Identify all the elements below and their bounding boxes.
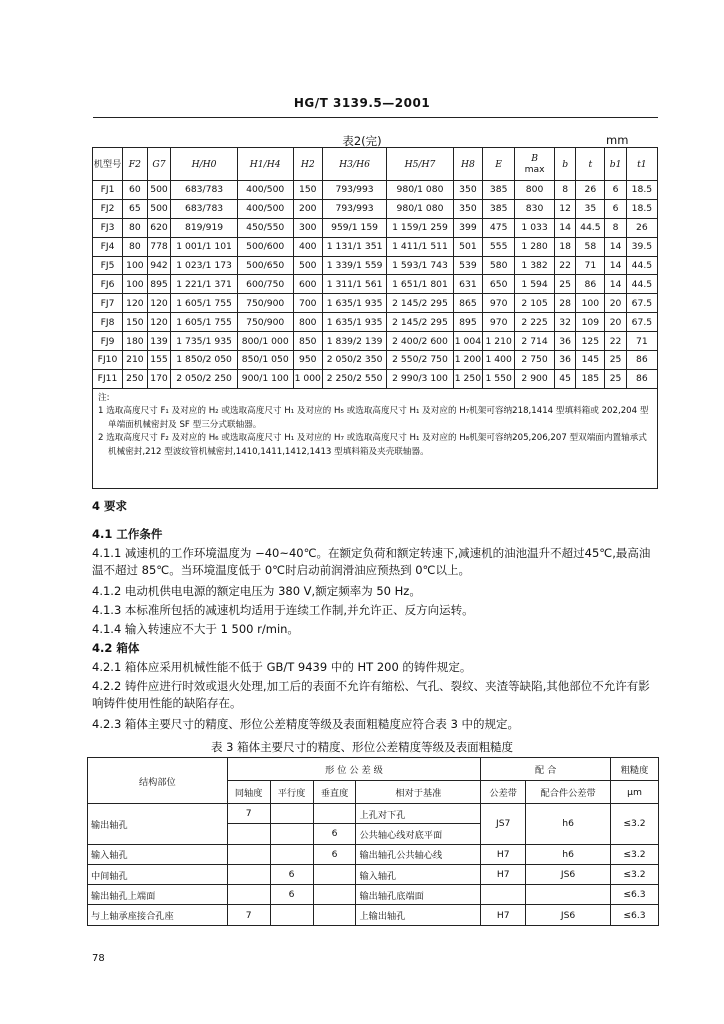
value-cell: 18	[554, 237, 575, 256]
value-cell: 1 004	[453, 332, 482, 351]
value-cell: 500	[147, 181, 171, 200]
head-mating-zone: 配合件公差带	[526, 781, 611, 804]
value-cell: 109	[576, 313, 605, 332]
head-fit: 配 合	[481, 758, 611, 781]
value-cell: 555	[483, 237, 515, 256]
value-cell: 980/1 080	[387, 199, 454, 218]
col-t1: t1	[626, 148, 657, 181]
value-cell: 45	[554, 369, 575, 388]
value-cell: 2 750	[515, 351, 555, 370]
value-cell: 1 594	[515, 275, 555, 294]
tol-cell	[481, 885, 526, 905]
table-row	[93, 199, 658, 218]
value-cell: 683/783	[171, 199, 238, 218]
table-row	[93, 369, 658, 388]
value-cell: 580	[483, 256, 515, 275]
ra-cell: ≤3.2	[611, 844, 659, 864]
value-cell: 1 159/1 259	[387, 218, 454, 237]
value-cell: 180	[123, 332, 148, 351]
value-cell: 8	[605, 218, 626, 237]
value-cell: 400/500	[237, 181, 293, 200]
note-2: 2 选取高度尺寸 F₂ 及对应的 H₆ 或选取高度尺寸 H₁ 及对应的 H₇ 或选取高度尺寸 H₁ 及对应的 H₈机架可容纳205,206,207 型双端面内置轴承式机械密封,212 型波纹管机械密封,1410,1411,1412,1413 型填料箱及夹壳联轴器。	[98, 433, 647, 457]
col-h3-h6: H3/H6	[322, 148, 386, 181]
ra-cell: ≤3.2	[611, 804, 659, 845]
value-cell: 970	[483, 313, 515, 332]
value-cell: 385	[483, 181, 515, 200]
value-cell: 22	[605, 332, 626, 351]
page-number: 78	[92, 953, 105, 964]
section-4-2-heading: 4.2 箱体	[92, 641, 140, 655]
value-cell: 385	[483, 199, 515, 218]
part-cell: 与上轴承座接合孔座	[88, 905, 228, 925]
value-cell: 65	[123, 199, 148, 218]
value-cell: 150	[293, 181, 322, 200]
ref-cell: 输出轴孔公共轴心线	[356, 844, 481, 864]
par-cell	[270, 905, 313, 925]
value-cell: 86	[626, 369, 657, 388]
perp-cell	[313, 864, 356, 884]
head-part: 结构部位	[88, 758, 228, 804]
section-4-1-heading: 4.1 工作条件	[92, 527, 163, 541]
value-cell: 80	[123, 237, 148, 256]
table2-unit: mm	[606, 133, 629, 147]
value-cell: 14	[605, 256, 626, 275]
value-cell: 25	[554, 275, 575, 294]
col-e: E	[483, 148, 515, 181]
value-cell: 900/1 100	[237, 369, 293, 388]
value-cell: 100	[576, 294, 605, 313]
col-h5-h7: H5/H7	[387, 148, 454, 181]
value-cell: 1 850/2 050	[171, 351, 238, 370]
col-model: 机型号	[93, 148, 123, 181]
value-cell: 539	[453, 256, 482, 275]
value-cell: 150	[123, 313, 148, 332]
col-f2: F2	[123, 148, 148, 181]
value-cell: 1 221/1 371	[171, 275, 238, 294]
ref-cell: 公共轴心线对底平面	[356, 824, 481, 844]
par-cell: 6	[270, 885, 313, 905]
col-h1-h4: H1/H4	[237, 148, 293, 181]
par-cell	[270, 804, 313, 824]
value-cell: 2 714	[515, 332, 555, 351]
value-cell: 2 105	[515, 294, 555, 313]
value-cell: 2 250/2 550	[322, 369, 386, 388]
value-cell: 20	[605, 313, 626, 332]
value-cell: 631	[453, 275, 482, 294]
value-cell: 778	[147, 237, 171, 256]
perp-cell: 6	[313, 824, 356, 844]
value-cell: 819/919	[171, 218, 238, 237]
perp-cell: 6	[313, 844, 356, 864]
value-cell: 26	[626, 218, 657, 237]
part-cell: 中间轴孔	[88, 864, 228, 884]
value-cell: 750/900	[237, 294, 293, 313]
value-cell: 170	[147, 369, 171, 388]
para-4-1-3: 4.1.3 本标准所包括的减速机均适用于连续工作制,并允许正、反方向运转。	[92, 603, 474, 617]
perp-cell	[313, 905, 356, 925]
part-cell: 输出轴孔上端面	[88, 885, 228, 905]
value-cell: 942	[147, 256, 171, 275]
col-h-h0: H/H0	[171, 148, 238, 181]
value-cell: 36	[554, 332, 575, 351]
value-cell: 200	[293, 199, 322, 218]
value-cell: 750/900	[237, 313, 293, 332]
standard-header: HG/T 3139.5—2001	[293, 96, 431, 110]
value-cell: 1 635/1 935	[322, 313, 386, 332]
value-cell: 14	[605, 237, 626, 256]
value-cell: 475	[483, 218, 515, 237]
value-cell: 1 411/1 511	[387, 237, 454, 256]
value-cell: 120	[123, 294, 148, 313]
col-h8: H8	[453, 148, 482, 181]
value-cell: 450/550	[237, 218, 293, 237]
ra-cell: ≤6.3	[611, 885, 659, 905]
value-cell: 399	[453, 218, 482, 237]
value-cell: 350	[453, 181, 482, 200]
value-cell: 100	[123, 275, 148, 294]
table-row	[93, 332, 658, 351]
value-cell: 2 050/2 250	[171, 369, 238, 388]
value-cell: 36	[554, 351, 575, 370]
value-cell: 865	[453, 294, 482, 313]
value-cell: 86	[576, 275, 605, 294]
head-tolerance-zone: 公差带	[481, 781, 526, 804]
value-cell: 1 839/2 139	[322, 332, 386, 351]
coax-cell	[227, 864, 270, 884]
value-cell: 1 311/1 561	[322, 275, 386, 294]
mate-cell	[526, 885, 611, 905]
table-row	[93, 351, 658, 370]
value-cell: 25	[605, 351, 626, 370]
value-cell: 950	[293, 351, 322, 370]
value-cell: 58	[576, 237, 605, 256]
value-cell: 793/993	[322, 181, 386, 200]
mate-cell: JS6	[526, 905, 611, 925]
perp-cell	[313, 804, 356, 824]
value-cell: 500/650	[237, 256, 293, 275]
para-4-2-1: 4.2.1 箱体应采用机械性能不低于 GB/T 9439 中的 HT 200 的铸件规定。	[92, 660, 472, 674]
value-cell: 120	[147, 313, 171, 332]
coax-cell	[227, 824, 270, 844]
mate-cell: JS6	[526, 864, 611, 884]
mate-cell: h6	[526, 844, 611, 864]
value-cell: 67.5	[626, 313, 657, 332]
ref-cell: 输出轴孔底端面	[356, 885, 481, 905]
col-g7: G7	[147, 148, 171, 181]
value-cell: 800/1 000	[237, 332, 293, 351]
value-cell: 2 400/2 600	[387, 332, 454, 351]
table-row	[93, 256, 658, 275]
model-cell: FJ1	[93, 181, 123, 200]
value-cell: 1 131/1 351	[322, 237, 386, 256]
value-cell: 6	[605, 199, 626, 218]
tol-cell: H7	[481, 844, 526, 864]
table-row	[93, 237, 658, 256]
value-cell: 600/750	[237, 275, 293, 294]
par-cell	[270, 824, 313, 844]
model-cell: FJ6	[93, 275, 123, 294]
coax-cell	[227, 885, 270, 905]
value-cell: 1 023/1 173	[171, 256, 238, 275]
value-cell: 683/783	[171, 181, 238, 200]
value-cell: 39.5	[626, 237, 657, 256]
value-cell: 501	[453, 237, 482, 256]
value-cell: 700	[293, 294, 322, 313]
col-b1: b1	[605, 148, 626, 181]
col-h2: H2	[293, 148, 322, 181]
part-cell: 输入轴孔	[88, 844, 228, 864]
value-cell: 18.5	[626, 199, 657, 218]
coax-cell: 7	[227, 804, 270, 824]
head-roughness: 粗糙度	[611, 758, 659, 781]
value-cell: 600	[293, 275, 322, 294]
value-cell: 44.5	[626, 256, 657, 275]
dimension-table	[92, 147, 658, 489]
value-cell: 1 339/1 559	[322, 256, 386, 275]
value-cell: 1 550	[483, 369, 515, 388]
table-row	[93, 181, 658, 200]
mate-cell: h6	[526, 804, 611, 845]
para-4-1-4: 4.1.4 输入转速应不大于 1 500 r/min。	[92, 622, 299, 636]
value-cell: 2 550/2 750	[387, 351, 454, 370]
col-b	[515, 148, 555, 181]
value-cell: 1 735/1 935	[171, 332, 238, 351]
ref-cell: 上输出轴孔	[356, 905, 481, 925]
value-cell: 350	[453, 199, 482, 218]
para-4-1-1: 4.1.1 减速机的工作环境温度为 −40~40℃。在额定负荷和额定转速下,减速机的油池温升不超过45℃,最高油温不超过 85℃。当环境温度低于 0℃时启动前润滑油应预热到 0℃以上。	[92, 546, 651, 577]
value-cell: 1 210	[483, 332, 515, 351]
value-cell: 71	[626, 332, 657, 351]
ref-cell: 输入轴孔	[356, 864, 481, 884]
section-4-heading: 4 要求	[92, 499, 128, 513]
model-cell: FJ10	[93, 351, 123, 370]
head-datum: 相对于基准	[356, 781, 481, 804]
table-row	[93, 294, 658, 313]
tol-cell: JS7	[481, 804, 526, 845]
value-cell: 26	[576, 181, 605, 200]
value-cell: 18.5	[626, 181, 657, 200]
head-parallelism: 平行度	[270, 781, 313, 804]
value-cell: 1 400	[483, 351, 515, 370]
value-cell: 86	[626, 351, 657, 370]
model-cell: FJ8	[93, 313, 123, 332]
value-cell: 400	[293, 237, 322, 256]
value-cell: 970	[483, 294, 515, 313]
value-cell: 125	[576, 332, 605, 351]
value-cell: 12	[554, 199, 575, 218]
par-cell	[270, 844, 313, 864]
value-cell: 1 001/1 101	[171, 237, 238, 256]
value-cell: 300	[293, 218, 322, 237]
value-cell: 500/600	[237, 237, 293, 256]
value-cell: 500	[147, 199, 171, 218]
value-cell: 8	[554, 181, 575, 200]
model-cell: FJ5	[93, 256, 123, 275]
value-cell: 2 050/2 350	[322, 351, 386, 370]
head-form-tolerance: 形 位 公 差 级	[227, 758, 481, 781]
model-cell: FJ7	[93, 294, 123, 313]
par-cell: 6	[270, 864, 313, 884]
table2-notes	[93, 388, 658, 488]
value-cell: 1 651/1 801	[387, 275, 454, 294]
value-cell: 1 605/1 755	[171, 294, 238, 313]
value-cell: 139	[147, 332, 171, 351]
value-cell: 32	[554, 313, 575, 332]
value-cell: 1 593/1 743	[387, 256, 454, 275]
value-cell: 959/1 159	[322, 218, 386, 237]
table2-caption: 表2(完)	[342, 134, 382, 148]
value-cell: 155	[147, 351, 171, 370]
ref-cell: 上孔对下孔	[356, 804, 481, 824]
value-cell: 44.5	[626, 275, 657, 294]
value-cell: 2 145/2 295	[387, 313, 454, 332]
table3-caption: 表 3 箱体主要尺寸的精度、形位公差精度等级及表面粗糙度	[210, 740, 514, 754]
tolerance-table	[87, 757, 659, 926]
model-cell: FJ2	[93, 199, 123, 218]
model-cell: FJ9	[93, 332, 123, 351]
value-cell: 2 900	[515, 369, 555, 388]
value-cell: 28	[554, 294, 575, 313]
tol-cell: H7	[481, 905, 526, 925]
value-cell: 620	[147, 218, 171, 237]
coax-cell	[227, 844, 270, 864]
value-cell: 800	[293, 313, 322, 332]
perp-cell	[313, 885, 356, 905]
value-cell: 71	[576, 256, 605, 275]
value-cell: 1 033	[515, 218, 555, 237]
value-cell: 14	[605, 275, 626, 294]
value-cell: 14	[554, 218, 575, 237]
value-cell: 25	[605, 369, 626, 388]
col-b-label: B	[531, 153, 538, 164]
value-cell: 60	[123, 181, 148, 200]
table-row	[93, 218, 658, 237]
value-cell: 35	[576, 199, 605, 218]
value-cell: 2 145/2 295	[387, 294, 454, 313]
head-coaxiality: 同轴度	[227, 781, 270, 804]
para-4-2-3: 4.2.3 箱体主要尺寸的精度、形位公差精度等级及表面粗糙度应符合表 3 中的规定。	[92, 717, 520, 731]
value-cell: 650	[483, 275, 515, 294]
header-rule	[93, 117, 658, 118]
value-cell: 830	[515, 199, 555, 218]
coax-cell: 7	[227, 905, 270, 925]
value-cell: 793/993	[322, 199, 386, 218]
value-cell: 980/1 080	[387, 181, 454, 200]
notes-title: 注:	[98, 392, 110, 403]
value-cell: 2 225	[515, 313, 555, 332]
value-cell: 2 990/3 100	[387, 369, 454, 388]
model-cell: FJ3	[93, 218, 123, 237]
head-perpendicularity: 垂直度	[313, 781, 356, 804]
table-row	[93, 313, 658, 332]
value-cell: 850/1 050	[237, 351, 293, 370]
value-cell: 1 635/1 935	[322, 294, 386, 313]
value-cell: 120	[147, 294, 171, 313]
value-cell: 895	[147, 275, 171, 294]
value-cell: 185	[576, 369, 605, 388]
ra-cell: ≤6.3	[611, 905, 659, 925]
value-cell: 800	[515, 181, 555, 200]
value-cell: 6	[605, 181, 626, 200]
value-cell: 1 250	[453, 369, 482, 388]
value-cell: 20	[605, 294, 626, 313]
value-cell: 145	[576, 351, 605, 370]
table-row	[93, 275, 658, 294]
part-cell: 输出轴孔	[88, 804, 228, 845]
model-cell: FJ11	[93, 369, 123, 388]
col-b-max: max	[524, 164, 545, 175]
value-cell: 400/500	[237, 199, 293, 218]
value-cell: 1 605/1 755	[171, 313, 238, 332]
ra-cell: ≤3.2	[611, 864, 659, 884]
value-cell: 1 280	[515, 237, 555, 256]
para-4-1-2: 4.1.2 电动机供电电源的额定电压为 380 V,额定频率为 50 Hz。	[92, 584, 421, 598]
note-1: 1 选取高度尺寸 F₁ 及对应的 H₂ 或选取高度尺寸 H₁ 及对应的 H₅ 或选取高度尺寸 H₁ 及对应的 H₇机架可容纳218,1414 型填料箱或 202,204 型单端面机械密封及 SF 型三分式联轴器。	[98, 406, 649, 430]
value-cell: 1 000	[293, 369, 322, 388]
col-t: t	[576, 148, 605, 181]
value-cell: 1 382	[515, 256, 555, 275]
model-cell: FJ4	[93, 237, 123, 256]
head-roughness-unit: μm	[611, 781, 659, 804]
value-cell: 67.5	[626, 294, 657, 313]
value-cell: 44.5	[576, 218, 605, 237]
value-cell: 210	[123, 351, 148, 370]
value-cell: 850	[293, 332, 322, 351]
tol-cell: H7	[481, 864, 526, 884]
value-cell: 500	[293, 256, 322, 275]
value-cell: 895	[453, 313, 482, 332]
value-cell: 80	[123, 218, 148, 237]
value-cell: 1 200	[453, 351, 482, 370]
value-cell: 250	[123, 369, 148, 388]
para-4-2-2: 4.2.2 铸件应进行时效或退火处理,加工后的表面不允许有缩松、气孔、裂纹、夹渣等缺陷,其他部位不允许有影响铸件使用性能的缺陷存在。	[92, 679, 650, 710]
value-cell: 100	[123, 256, 148, 275]
col-b-small: b	[554, 148, 575, 181]
value-cell: 22	[554, 256, 575, 275]
